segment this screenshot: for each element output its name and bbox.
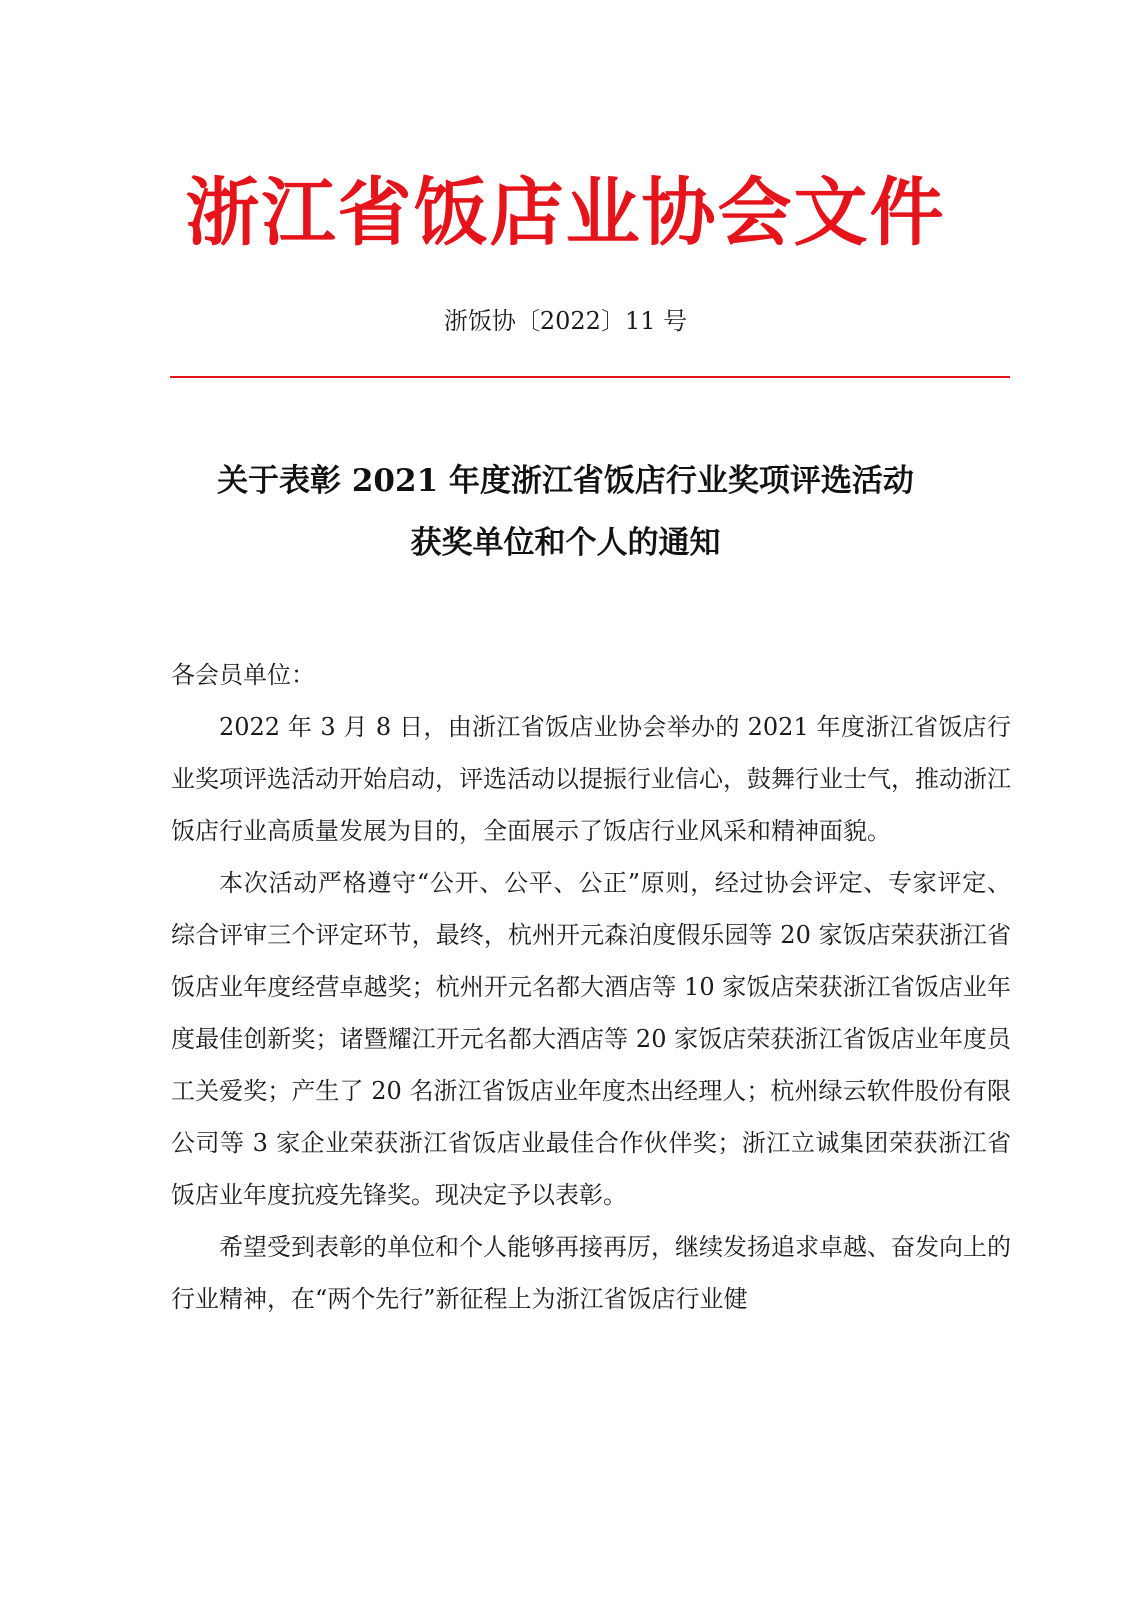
body-paragraph: 2022 年 3 月 8 日，由浙江省饭店业协会举办的 2021 年度浙江省饭店行业奖项评选活动开始启动，评选活动以提振行业信心，鼓舞行业士气，推动浙江饭店行业高质量发展为目的，全面展示了饭店行业风采和精神面貌。	[171, 713, 1011, 845]
body-paragraph: 本次活动严格遵守“公开、公平、公正”原则，经过协会评定、专家评定、综合评审三个评定环节，最终，杭州开元森泊度假乐园等 20 家饭店荣获浙江省饭店业年度经营卓越奖；杭州开元名都大酒店等 10 家饭店荣获浙江省饭店业年度最佳创新奖；诸暨耀江开元名都大酒店等 20 家饭店荣获浙江省饭店业年度员工关爱奖；产生了 20 名浙江省饭店业年度杰出经理人；杭州绿云软件股份有限公司等 3 家企业荣获浙江省饭店业最佳合作伙伴奖；浙江立诚集团荣获浙江省饭店业年度抗疫先锋奖。现决定予以表彰。	[171, 869, 1011, 1209]
notice-title-line-2: 获奖单位和个人的通知	[410, 525, 721, 561]
body-paragraph: 希望受到表彰的单位和个人能够再接再厉，继续发扬追求卓越、奋发向上的行业精神，在“两个先行”新征程上为浙江省饭店行业健	[171, 1233, 1011, 1313]
document-header-title: 浙江省饭店业协会文件	[185, 170, 946, 256]
notice-body	[171, 649, 1011, 1325]
header-divider	[170, 376, 1010, 378]
notice-title-line-1: 关于表彰 2021 年度浙江省饭店行业奖项评选活动	[217, 463, 914, 499]
salutation: 各会员单位：	[171, 661, 315, 689]
document-number: 浙饭协〔2022〕11 号	[443, 307, 688, 335]
